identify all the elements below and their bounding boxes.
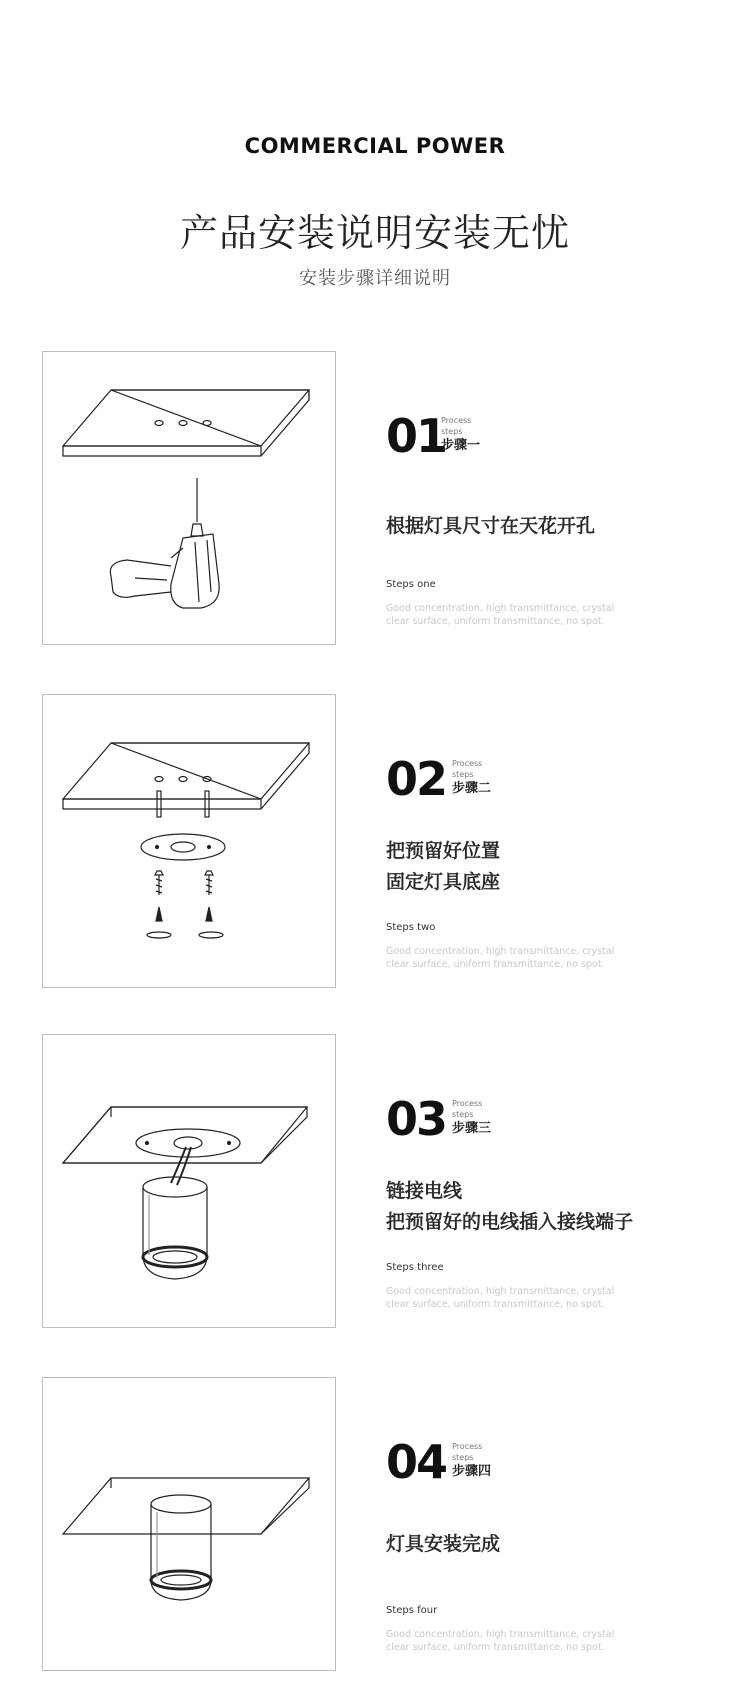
step-process-label: Process steps 步骤三 xyxy=(452,1099,492,1136)
page-subtitle: 安装步骤详细说明 xyxy=(299,268,451,289)
step-4 xyxy=(0,1377,750,1673)
step-number: 02 xyxy=(386,752,447,806)
ceiling-lamp-installed-icon xyxy=(43,1378,337,1672)
step-note: Good concentration, high transmittance, crystal clear surface, uniform transmittance, no spot. xyxy=(386,1286,615,1310)
step-number: 01 xyxy=(386,409,447,463)
brand-title: COMMERCIAL POWER xyxy=(244,134,506,158)
step-number: 04 xyxy=(386,1435,447,1489)
page-title: 产品安装说明安装无忧 xyxy=(179,211,570,255)
step-english-title: Steps one xyxy=(386,579,436,590)
ceiling-drill-icon xyxy=(43,352,337,646)
step-2-illustration xyxy=(42,694,336,988)
step-note: Good concentration, high transmittance, crystal clear surface, uniform transmittance, no spot. xyxy=(386,946,615,970)
step-process-label: Process steps 步骤四 xyxy=(452,1442,492,1479)
ceiling-wiring-icon xyxy=(43,1035,337,1329)
step-process-label: Process steps 步骤二 xyxy=(452,759,492,796)
step-description: 根据灯具尺寸在天花开孔 xyxy=(386,515,596,537)
step-description: 链接电线 把预留好的电线插入接线端子 xyxy=(386,1180,634,1233)
step-3-illustration xyxy=(42,1034,336,1328)
step-note: Good concentration, high transmittance, crystal clear surface, uniform transmittance, no spot. xyxy=(386,1629,615,1653)
step-3 xyxy=(0,1034,750,1330)
step-2 xyxy=(0,694,750,990)
step-process-label: Process steps 步骤一 xyxy=(441,416,481,453)
step-description: 灯具安装完成 xyxy=(386,1533,501,1555)
step-note: Good concentration, high transmittance, crystal clear surface, uniform transmittance, no spot. xyxy=(386,603,615,627)
step-number: 03 xyxy=(386,1092,447,1146)
step-4-illustration xyxy=(42,1377,336,1671)
step-english-title: Steps two xyxy=(386,922,436,933)
step-english-title: Steps three xyxy=(386,1262,444,1273)
ceiling-screws-icon xyxy=(43,695,337,989)
step-1 xyxy=(0,351,750,647)
step-english-title: Steps four xyxy=(386,1605,438,1616)
step-1-illustration xyxy=(42,351,336,645)
step-description: 把预留好位置 固定灯具底座 xyxy=(386,840,501,893)
